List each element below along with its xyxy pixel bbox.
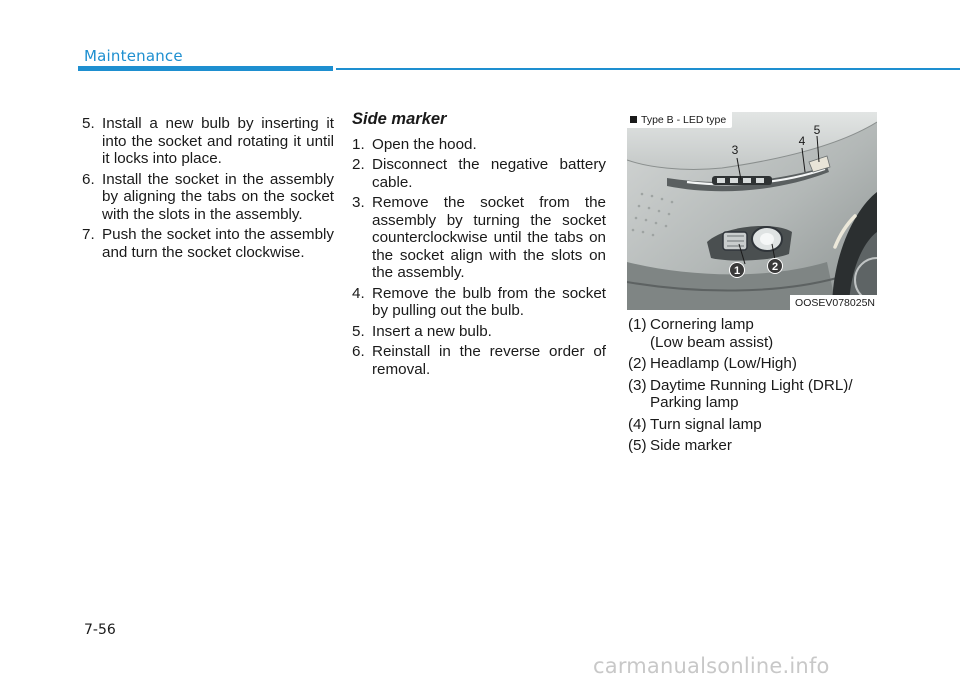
list-item	[82, 171, 334, 224]
list-item	[352, 323, 606, 341]
list-item	[82, 226, 334, 261]
legend-text: Daytime Running Light (DRL)/	[650, 376, 853, 394]
list-item	[628, 355, 888, 373]
side-marker-heading: Side marker	[352, 110, 447, 128]
page-number: 7-56	[84, 622, 116, 638]
callout-4: 4	[798, 134, 806, 148]
component-legend	[628, 316, 888, 455]
legend-code: (2)	[628, 355, 647, 372]
legend-subtext: (Low beam assist)	[650, 333, 774, 351]
step-text: Install the socket in the assembly by aligning the tabs on the socket with the slots in the assembly.	[102, 170, 334, 223]
list-item	[628, 437, 888, 455]
legend-text: Turn signal lamp	[650, 415, 762, 433]
list-item	[628, 316, 888, 351]
legend-subtext: Parking lamp	[650, 394, 739, 411]
legend-text: Headlamp (Low/High)	[650, 355, 797, 372]
legend-code: (4)	[628, 415, 647, 433]
list-item	[352, 285, 606, 320]
list-item	[352, 156, 606, 191]
figure-code: OOSEV078025N	[790, 295, 877, 310]
middle-column	[352, 111, 606, 381]
callout-3: 3	[731, 143, 739, 157]
callout-2: 2	[767, 258, 783, 274]
step-text: Open the hood.	[372, 135, 477, 153]
page-section-title: Maintenance	[84, 47, 183, 65]
watermark-text: carmanualsonline.info	[593, 654, 830, 678]
list-item	[352, 343, 606, 378]
list-item	[628, 416, 888, 434]
headlamp-figure	[627, 112, 877, 310]
step-text: Install a new bulb by inserting it into the socket and rotating it until it locks into place.	[102, 115, 334, 167]
square-bullet-icon	[630, 116, 637, 123]
left-step-list	[82, 115, 334, 261]
step-number: 7.	[82, 226, 95, 243]
list-item	[82, 115, 334, 168]
callout-5: 5	[813, 123, 821, 137]
legend-code: (1)	[628, 316, 647, 333]
step-number: 5.	[82, 115, 95, 132]
legend-text: Cornering lamp	[650, 316, 754, 333]
figure-type-text: Type B - LED type	[641, 114, 727, 126]
figure-type-label	[627, 112, 732, 128]
headlamp-illustration	[627, 112, 877, 310]
header-rule-thin	[336, 68, 960, 70]
step-number: 6.	[82, 170, 95, 188]
side-marker-step-list	[352, 136, 606, 379]
step-text: Insert a new bulb.	[372, 322, 492, 340]
left-column	[82, 115, 334, 264]
step-number: 1.	[352, 135, 365, 153]
header-rule-thick	[78, 66, 333, 71]
legend-column	[628, 316, 888, 459]
list-item	[628, 377, 888, 412]
step-number: 5.	[352, 322, 365, 340]
step-text: Remove the socket from the assembly by turning the socket counterclockwise until the tabs on the socket align with the slots on the assembly.	[372, 194, 606, 281]
step-text: Push the socket into the assembly and turn the socket clockwise.	[102, 226, 334, 261]
step-text: Remove the bulb from the socket by pulling out the bulb.	[372, 284, 606, 319]
step-number: 2.	[352, 156, 365, 173]
list-item	[352, 136, 606, 154]
step-number: 6.	[352, 343, 365, 360]
legend-text: Side marker	[650, 437, 732, 454]
step-number: 3.	[352, 194, 365, 211]
legend-code: (3)	[628, 376, 647, 394]
step-text: Disconnect the negative battery cable.	[372, 156, 606, 191]
step-text: Reinstall in the reverse order of removal.	[372, 343, 606, 378]
callout-1: 1	[729, 262, 745, 278]
step-number: 4.	[352, 284, 365, 302]
list-item	[352, 194, 606, 282]
legend-code: (5)	[628, 437, 647, 454]
